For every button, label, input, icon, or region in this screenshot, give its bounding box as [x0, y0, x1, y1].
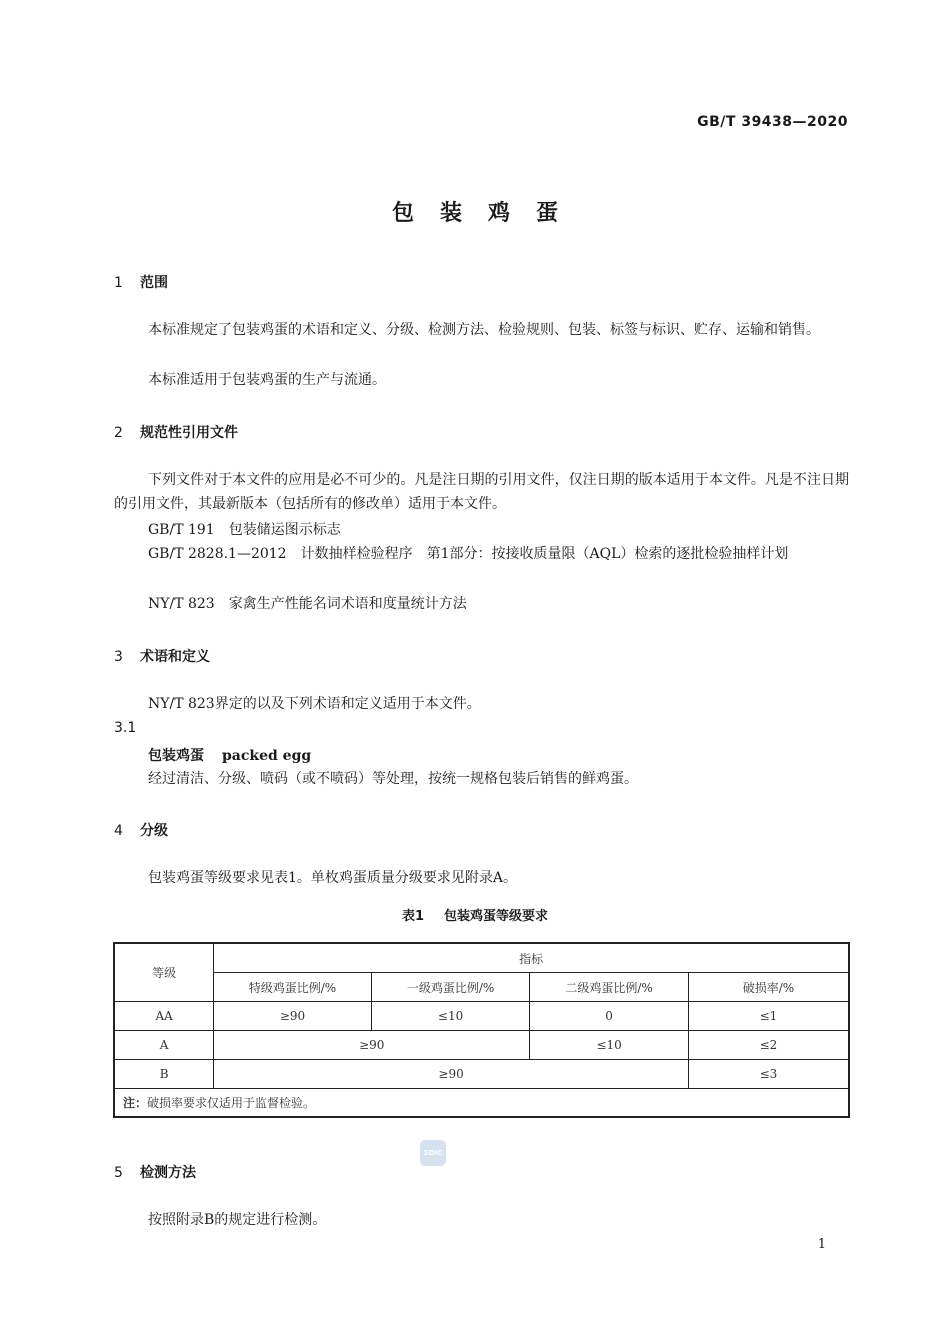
term-english: packed egg [222, 748, 312, 764]
section-number: 2 [114, 425, 123, 441]
section-4-paragraph-1: 包装鸡蛋等级要求见表1。单枚鸡蛋质量分级要求见附录A。 [148, 870, 518, 886]
table-note [114, 1089, 849, 1118]
section-number: 1 [114, 275, 123, 291]
value-cell: ≥90 [214, 1031, 530, 1060]
reference-name: 包装储运图示标志 [228, 522, 341, 538]
section-3-paragraph-1: NY/T 823界定的以及下列术语和定义适用于本文件。 [148, 696, 481, 712]
grade-cell: B [114, 1060, 214, 1089]
section-2-heading [114, 422, 238, 442]
value-cell: ≥90 [214, 1060, 689, 1089]
header-second-grade-ratio: 二级鸡蛋比例/% [530, 973, 689, 1002]
watermark-logo: SDIC [420, 1140, 446, 1166]
term-entry [148, 745, 311, 765]
page-number: 1 [817, 1237, 826, 1252]
section-4-heading [114, 820, 168, 840]
section-3-heading [114, 646, 210, 666]
header-premium-ratio: 特级鸡蛋比例/% [214, 973, 372, 1002]
section-number: 5 [114, 1165, 123, 1181]
header-indicator: 指标 [214, 943, 849, 973]
grade-cell: A [114, 1031, 214, 1060]
value-cell: ≤3 [688, 1060, 849, 1089]
grade-cell: AA [114, 1002, 214, 1031]
table-caption-number: 表1 [401, 909, 425, 924]
section-title: 分级 [140, 823, 168, 839]
table-row [114, 1031, 849, 1060]
section-title: 检测方法 [140, 1165, 196, 1181]
section-number: 4 [114, 823, 123, 839]
value-cell: ≤2 [688, 1031, 849, 1060]
value-cell: ≤10 [530, 1031, 689, 1060]
grade-requirements-table [113, 942, 850, 1118]
table-header-row [114, 943, 849, 973]
section-2-paragraph-1: 下列文件对于本文件的应用是必不可少的。凡是注日期的引用文件，仅注日期的版本适用于本文件。凡是不注日期的引用文件，其最新版本（包括所有的修改单）适用于本文件。 [114, 472, 849, 512]
table-caption-title: 包装鸡蛋等级要求 [444, 909, 549, 924]
reference-name: 家禽生产性能名词术语和度量统计方法 [228, 596, 467, 612]
header-first-grade-ratio: 一级鸡蛋比例/% [371, 973, 530, 1002]
reference-code: GB/T 2828.1—2012 [148, 546, 287, 562]
value-cell: ≥90 [214, 1002, 372, 1031]
term-number: 3.1 [114, 720, 137, 736]
table-row [114, 1060, 849, 1089]
section-title: 范围 [140, 275, 168, 291]
table-subheader-row [114, 973, 849, 1002]
header-breakage-rate: 破损率/% [688, 973, 849, 1002]
section-title: 术语和定义 [140, 649, 210, 665]
value-cell: ≤1 [688, 1002, 849, 1031]
note-label: 注： [123, 1096, 148, 1110]
standard-number: GB/T 39438—2020 [697, 114, 848, 130]
section-1-paragraph-1: 本标准规定了包装鸡蛋的术语和定义、分级、检测方法、检验规则、包装、标签与标识、贮存、运输和销售。 [148, 322, 820, 338]
reference-item [114, 542, 849, 566]
document-title: 包装鸡蛋 [391, 201, 584, 226]
term-definition: 经过清洁、分级、喷码（或不喷码）等处理，按统一规格包装后销售的鲜鸡蛋。 [148, 771, 638, 787]
header-grade: 等级 [114, 943, 214, 1002]
section-1-paragraph-2: 本标准适用于包装鸡蛋的生产与流通。 [148, 372, 386, 388]
reference-item [148, 592, 467, 616]
section-number: 3 [114, 649, 123, 665]
section-5-paragraph-1: 按照附录B的规定进行检测。 [148, 1212, 327, 1228]
value-cell: ≤10 [371, 1002, 530, 1031]
reference-code: GB/T 191 [148, 522, 215, 538]
reference-code: NY/T 823 [148, 596, 215, 612]
table-note-row [114, 1089, 849, 1118]
value-cell: 0 [530, 1002, 689, 1031]
reference-item [148, 518, 341, 542]
section-5-heading [114, 1162, 196, 1182]
term-chinese: 包装鸡蛋 [148, 748, 204, 764]
reference-name: 计数抽样检验程序 第1部分：按接收质量限（AQL）检索的逐批检验抽样计划 [300, 546, 789, 562]
note-text: 破损率要求仅适用于监督检验。 [147, 1096, 316, 1110]
table-caption [0, 905, 950, 924]
section-1-heading [114, 272, 168, 292]
table-row [114, 1002, 849, 1031]
section-title: 规范性引用文件 [140, 425, 238, 441]
